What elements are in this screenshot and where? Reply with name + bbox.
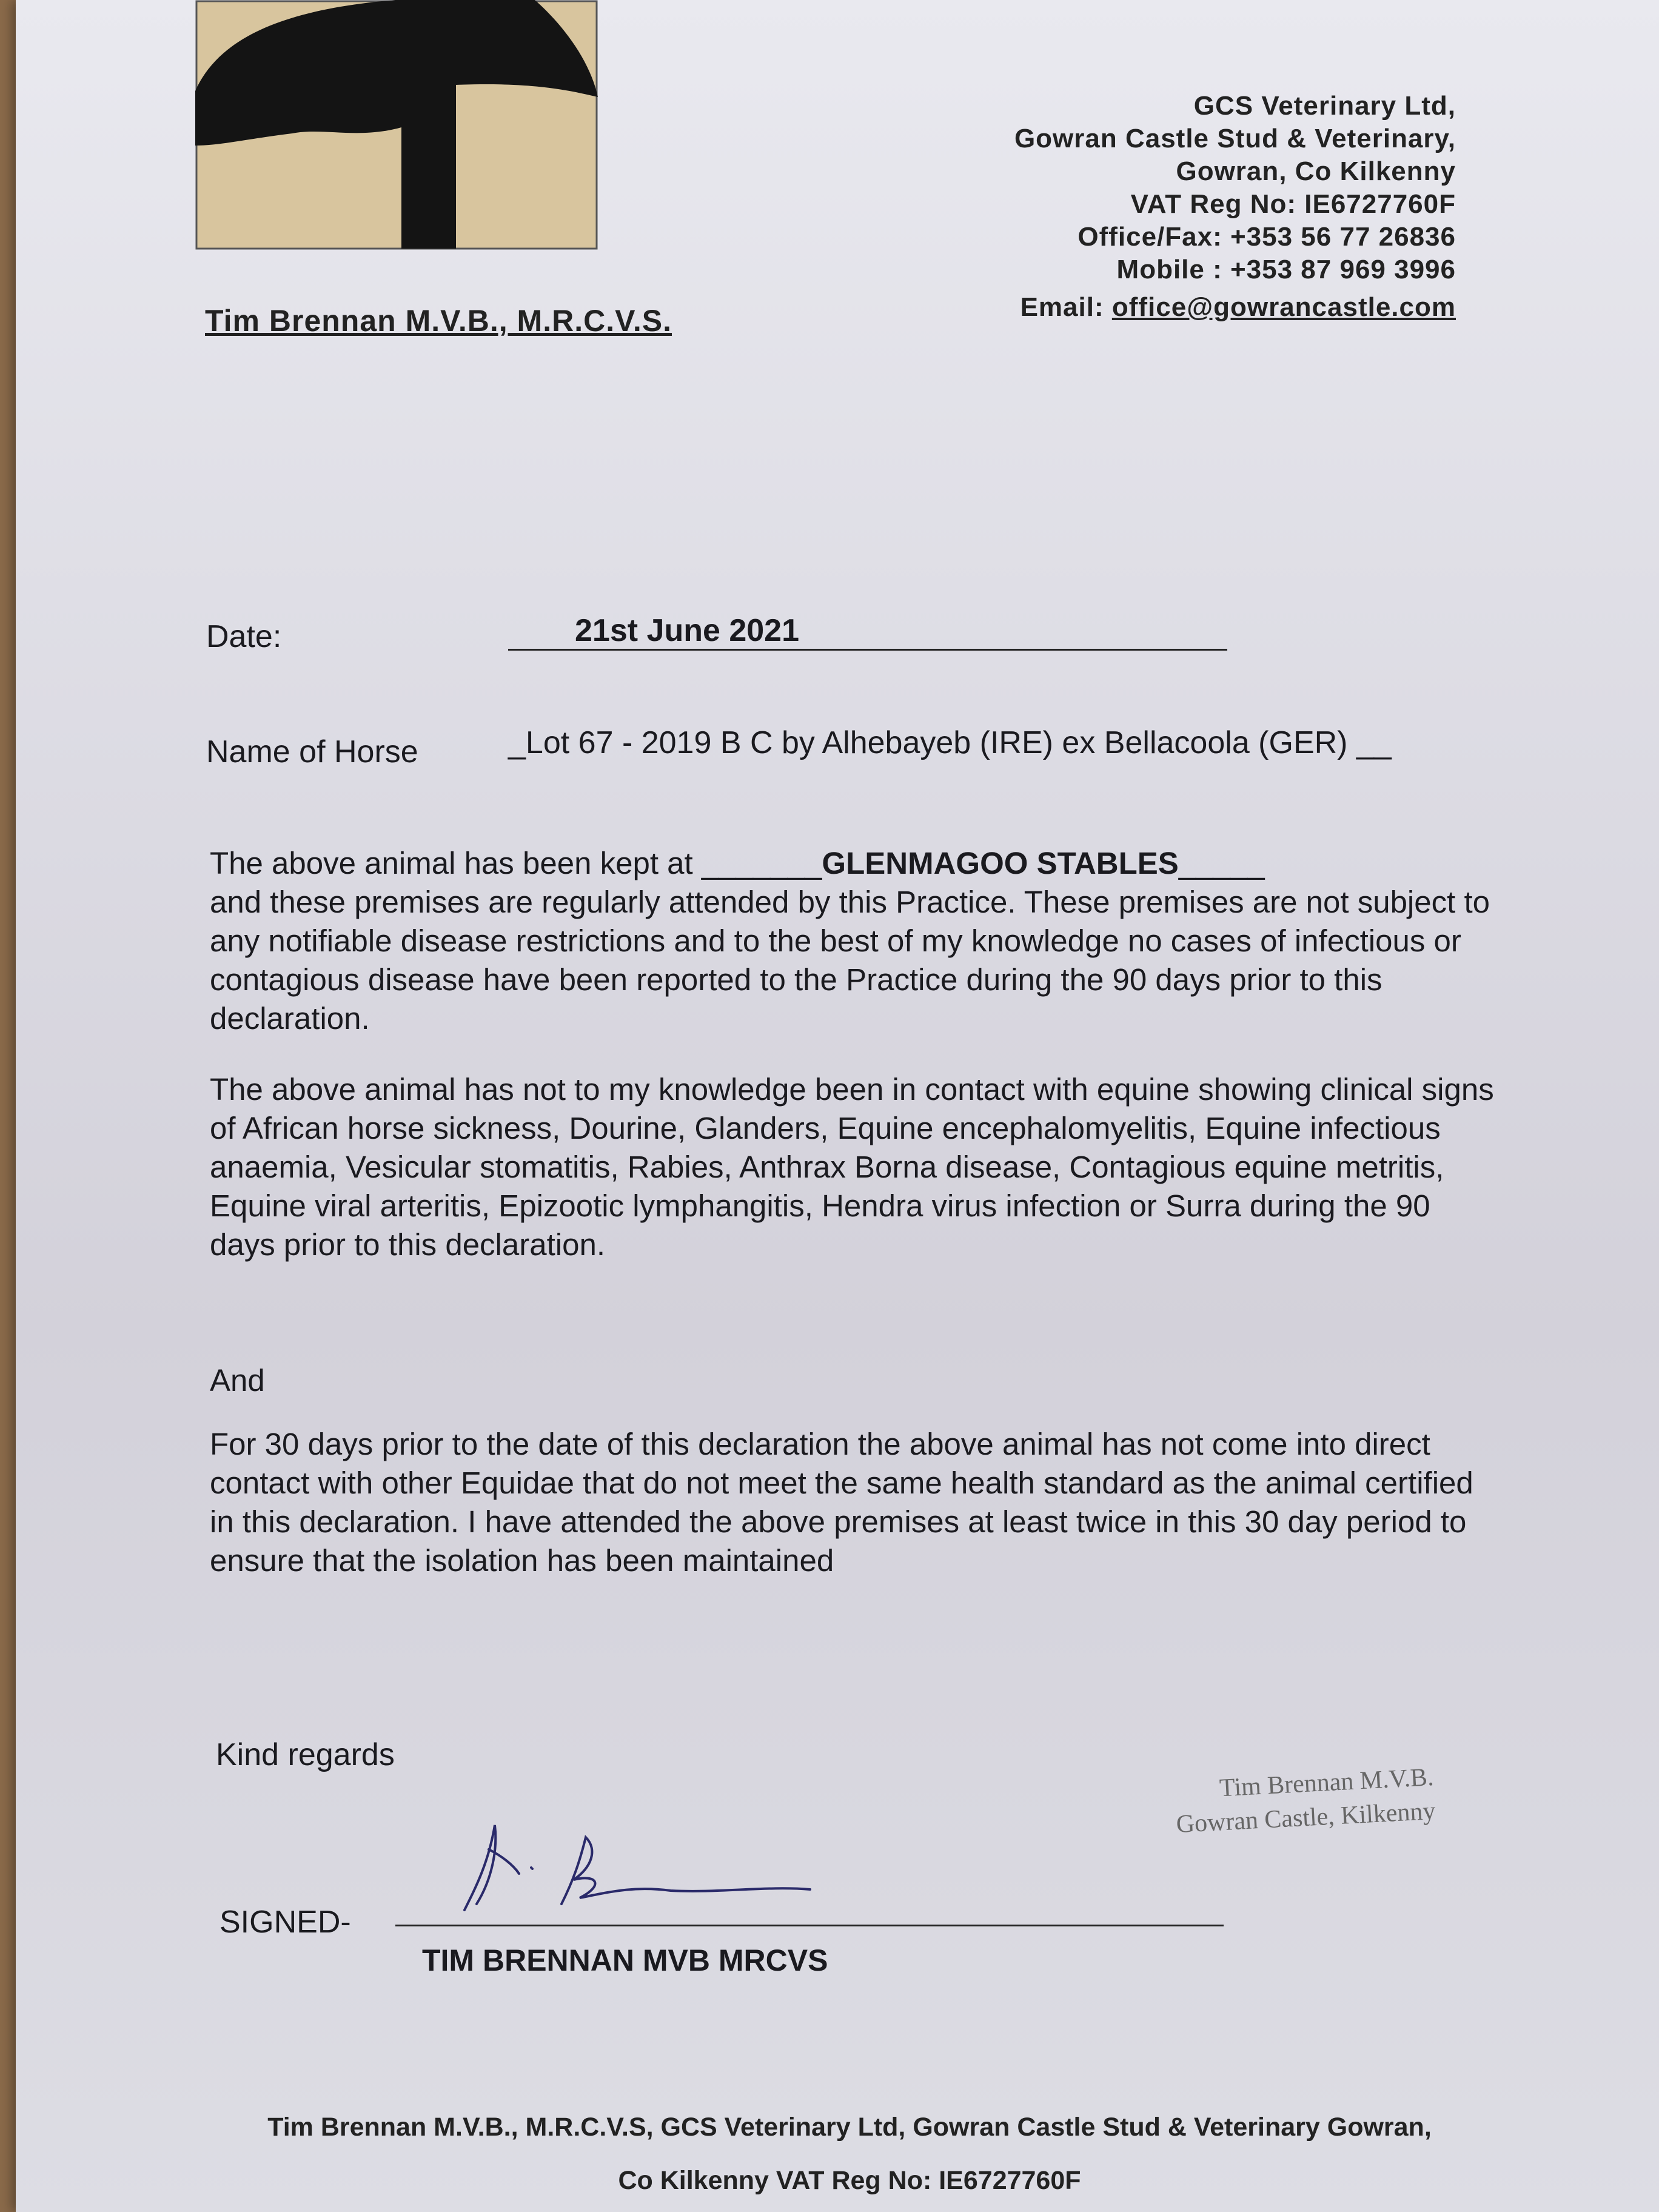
- vet-name-heading: Tim Brennan M.V.B., M.R.C.V.S.: [205, 304, 672, 338]
- letter-footer: [198, 2100, 1501, 2207]
- disease-contact-paragraph: The above animal has not to my knowledge been in contact with equine showing clinical signs of African horse sickness, Dourine, Glanders, Equine encephalomyelitis, Equine infectious anaemia, Vesicular stomatitis, Rabies, Anthrax Borna disease, Contagious equine metritis, Equine viral arteritis, Epizootic lymphangitis, Hendra virus infection or Surra during the 90 days prior to this declaration.: [210, 1072, 1494, 1262]
- signature-line: [395, 1925, 1224, 1926]
- signed-label: SIGNED-: [220, 1905, 351, 1940]
- mobile-number: Mobile : +353 87 969 3996: [1116, 255, 1456, 284]
- date-label: Date:: [206, 619, 282, 654]
- address-line-2: Gowran, Co Kilkenny: [1176, 156, 1456, 186]
- date-value: 21st June 2021: [575, 613, 800, 648]
- horse-logo: [195, 0, 598, 255]
- footer-line-1: Tim Brennan M.V.B., M.R.C.V.S, GCS Veterinary Ltd, Gowran Castle Stud & Veterinary Gowran,: [267, 2113, 1432, 2142]
- handwritten-signature: [452, 1813, 828, 1922]
- horse-name-label: Name of Horse: [206, 734, 418, 769]
- practice-stamp: [1173, 1760, 1436, 1842]
- premises-statement: and these premises are regularly attended by this Practice. These premises are not subject to any notifiable disease restrictions and to the best of my knowledge no cases of infectious or contagious disease have been reported to the Practice during the 90 days prior to this declaration.: [210, 885, 1490, 1036]
- premises-prefix: The above animal has been kept at _______: [210, 846, 822, 880]
- kind-regards: Kind regards: [216, 1737, 395, 1772]
- isolation-paragraph: For 30 days prior to the date of this declaration the above animal has not come into direct contact with other Equidae that do not meet the same health standard as the animal certified in this declaration. I have attended the above premises at least twice in this 30 day period to ensure that the isolation has been maintained: [210, 1427, 1473, 1578]
- company-name: GCS Veterinary Ltd,: [1193, 91, 1456, 121]
- email-label: Email:: [1020, 292, 1112, 322]
- signee-name: TIM BRENNAN MVB MRCVS: [422, 1943, 828, 1977]
- and-paragraph: And: [210, 1363, 265, 1398]
- letterhead-address: [1014, 90, 1456, 324]
- footer-line-2: Co Kilkenny VAT Reg No: IE6727760F: [618, 2166, 1081, 2195]
- email-row: [1014, 291, 1456, 324]
- stamp-line-2: Gowran Castle, Kilkenny: [1175, 1797, 1436, 1839]
- office-fax: Office/Fax: +353 56 77 26836: [1078, 222, 1456, 252]
- premises-suffix: _____: [1178, 846, 1265, 880]
- address-line-1: Gowran Castle Stud & Veterinary,: [1014, 124, 1456, 153]
- stables-name: GLENMAGOO STABLES: [822, 846, 1179, 880]
- horse-name-value: _Lot 67 - 2019 B C by Alhebayeb (IRE) ex Bellacoola (GER) __: [508, 725, 1392, 760]
- premises-paragraph: [210, 844, 1495, 1038]
- date-field: [508, 612, 1227, 651]
- letter-page: [16, 0, 1659, 2212]
- email-link[interactable]: office@gowrancastle.com: [1111, 292, 1456, 322]
- vat-number: VAT Reg No: IE6727760F: [1130, 189, 1456, 219]
- stamp-line-1: Tim Brennan M.V.B.: [1219, 1763, 1435, 1803]
